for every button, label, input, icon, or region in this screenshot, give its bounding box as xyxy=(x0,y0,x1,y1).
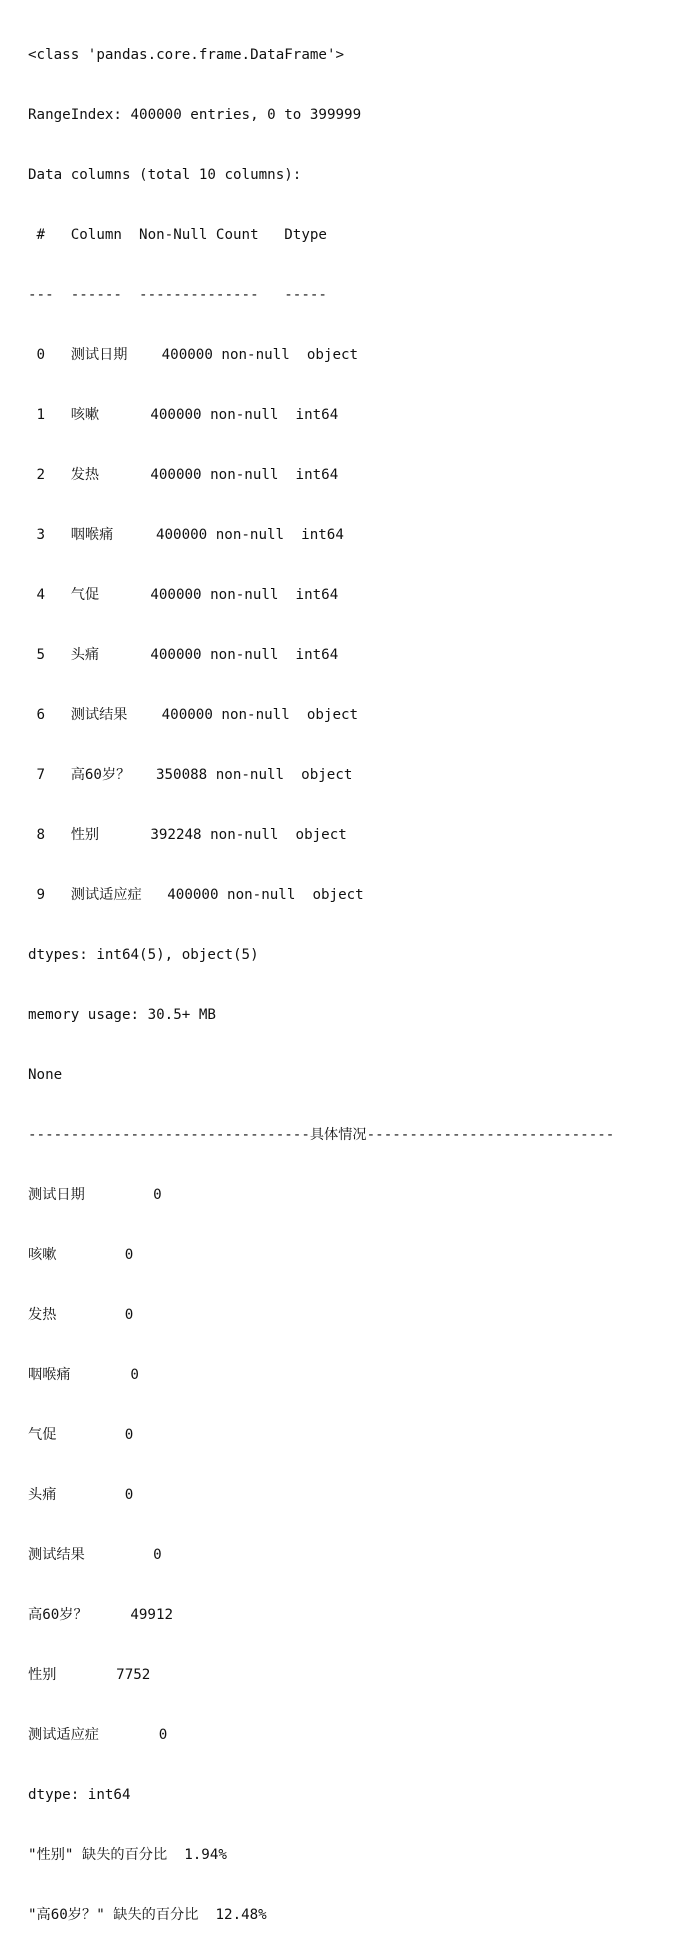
output-line-column-row: 1 咳嗽 400000 non-null int64 xyxy=(28,407,339,423)
output-line-dtypes: dtypes: int64(5), object(5) xyxy=(28,947,259,963)
output-line-dtype: dtype: int64 xyxy=(28,1787,131,1803)
output-line-column-row: 5 头痛 400000 non-null int64 xyxy=(28,647,339,663)
output-line-column-row: 8 性别 392248 non-null object xyxy=(28,827,347,843)
output-line-missing-pct-gender: "性别" 缺失的百分比 1.94% xyxy=(28,1847,227,1863)
output-line-null-count: 测试结果 0 xyxy=(28,1547,162,1563)
output-line-null-count: 测试适应症 0 xyxy=(28,1727,168,1743)
output-line-column-row: 0 测试日期 400000 non-null object xyxy=(28,347,359,363)
output-line-null-count: 咽喉痛 0 xyxy=(28,1367,139,1383)
output-line-null-count: 气促 0 xyxy=(28,1427,134,1443)
output-line-section-divider: ---------------------------------具体情况----------------------------- xyxy=(28,1127,615,1143)
output-line-column-row: 2 发热 400000 non-null int64 xyxy=(28,467,339,483)
output-line-memory-usage: memory usage: 30.5+ MB xyxy=(28,1007,216,1023)
output-line-range-index: RangeIndex: 400000 entries, 0 to 399999 xyxy=(28,107,362,123)
output-line-none: None xyxy=(28,1067,63,1083)
output-line-column-row: 9 测试适应症 400000 non-null object xyxy=(28,887,364,903)
output-line-missing-pct-age: "高60岁？" 缺失的百分比 12.48% xyxy=(28,1907,267,1923)
output-line-null-count: 测试日期 0 xyxy=(28,1187,162,1203)
output-line-table-separator: --- ------ -------------- ----- xyxy=(28,287,327,303)
output-line-null-count: 高60岁？ 49912 xyxy=(28,1607,174,1623)
output-line-null-count: 头痛 0 xyxy=(28,1487,134,1503)
output-line-column-row: 4 气促 400000 non-null int64 xyxy=(28,587,339,603)
output-line-null-count: 咳嗽 0 xyxy=(28,1247,134,1263)
output-line-column-row: 3 咽喉痛 400000 non-null int64 xyxy=(28,527,344,543)
output-line-table-header: # Column Non-Null Count Dtype xyxy=(28,227,327,243)
output-line-column-row: 7 高60岁？ 350088 non-null object xyxy=(28,767,353,783)
output-line-data-columns: Data columns (total 10 columns): xyxy=(28,167,302,183)
output-line-null-count: 性别 7752 xyxy=(28,1667,151,1683)
output-line-class-type: <class 'pandas.core.frame.DataFrame'> xyxy=(28,47,345,63)
output-line-column-row: 6 测试结果 400000 non-null object xyxy=(28,707,359,723)
output-line-null-count: 发热 0 xyxy=(28,1307,134,1323)
